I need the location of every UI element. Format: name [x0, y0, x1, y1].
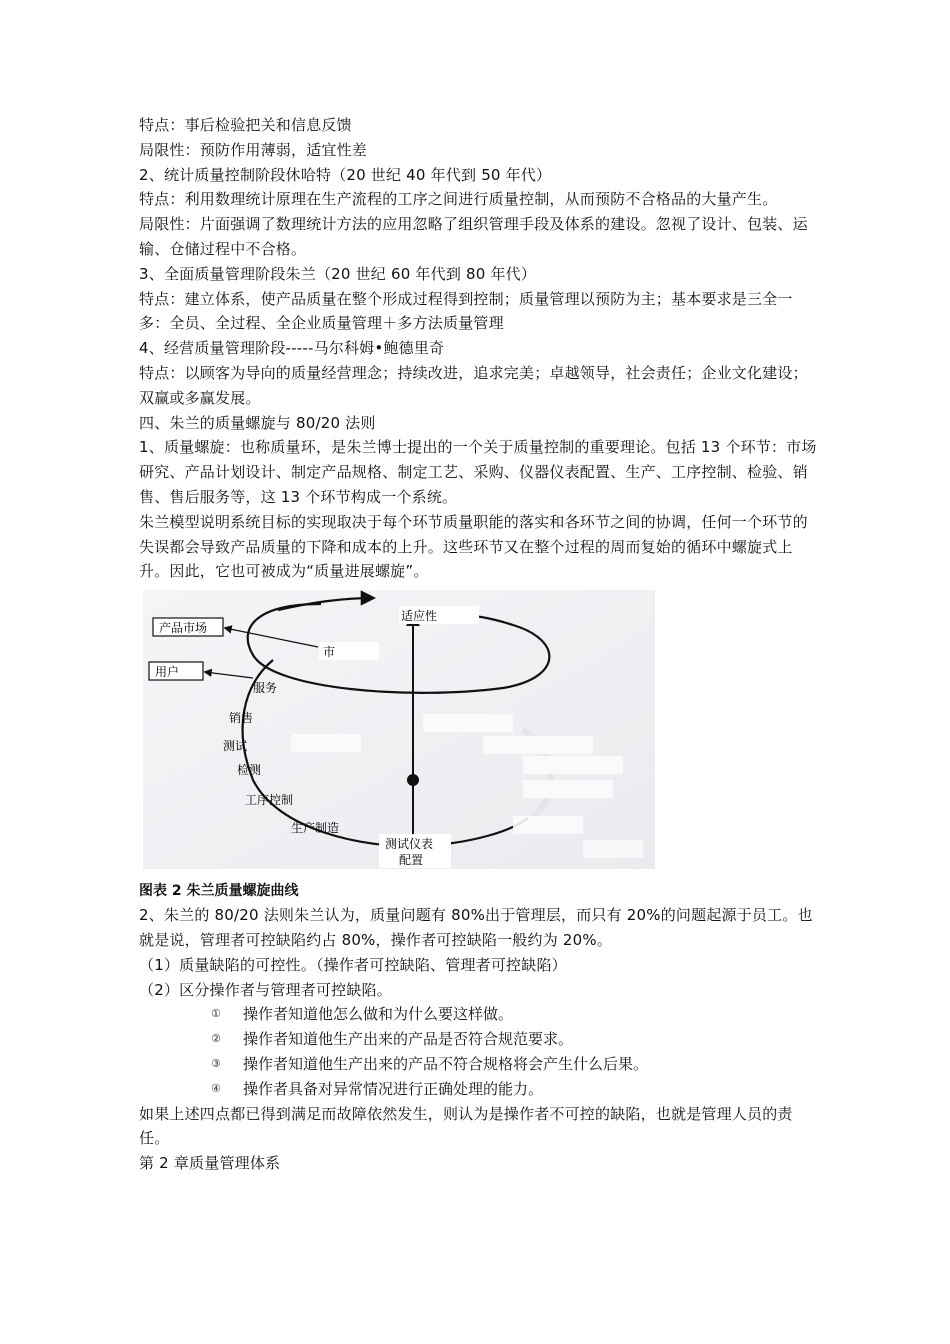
chapter-heading: 第 2 章质量管理体系 [139, 1154, 281, 1173]
list-item-text: 操作者知道他生产出来的产品不符合规格将会产生什么后果。 [243, 1054, 649, 1073]
list-marker: ④ [211, 1081, 221, 1095]
market-label: 市 [323, 645, 336, 660]
axis-dot [407, 774, 419, 786]
numbered-list [139, 1002, 819, 1101]
quality-spiral-diagram [143, 590, 655, 869]
paragraph: 1、质量螺旋：也称质量环，是朱兰博士提出的一个关于质量控制的重要理论。包括 13 个环节：市场研究、产品计划设计、制定产品规格、制定工艺、采购、仪器仪表配置、生产、工序控制、检验、销售、售后服务等，这 13 个环节构成一个系统。 [139, 438, 817, 506]
blurred-label [291, 734, 361, 752]
blurred-label [483, 736, 593, 754]
paragraph: 朱兰模型说明系统目标的实现取决于每个环节质量职能的落实和各环节之间的协调，任何一个环节的失误都会导致产品质量的下降和成本的上升。这些环节又在整个过程的周而复始的循环中螺旋式上升。因此，它也可被成为“质量进展螺旋”。 [139, 512, 808, 581]
section-heading: 四、朱兰的质量螺旋与 80/20 法则 [139, 413, 376, 432]
paragraph: 局限性：片面强调了数理统计方法的应用忽略了组织管理手段及体系的建设。忽视了设计、包装、运输、仓储过程中不合格。 [139, 215, 808, 258]
paragraph: 特点：以顾客为导向的质量经营理念；持续改进，追求完美；卓越领导，社会责任；企业文化建设；双赢或多赢发展。 [139, 363, 808, 407]
inspection-label: 检测 [237, 763, 262, 778]
section-heading: 4、经营质量管理阶段-----马尔科姆•鲍德里奇 [139, 339, 445, 358]
blurred-label [523, 780, 613, 798]
quality-spiral-figure [143, 590, 655, 869]
paragraph: （1）质量缺陷的可控性。（操作者可控缺陷、管理者可控缺陷） [139, 955, 567, 974]
list-item [139, 1002, 819, 1027]
process-control-label: 工序控制 [245, 793, 294, 808]
list-item-text: 操作者知道他怎么做和为什么要这样做。 [243, 1005, 514, 1024]
section-heading: 3、全面质量管理阶段朱兰（20 世纪 60 年代到 80 年代） [139, 264, 537, 283]
list-item [139, 1077, 819, 1102]
list-item [139, 1052, 819, 1077]
sales-label: 销售 [229, 711, 254, 726]
blurred-label [583, 840, 643, 858]
paragraph: （2）区分操作者与管理者可控缺陷。 [139, 980, 392, 999]
list-marker: ② [211, 1032, 221, 1046]
blurred-label [513, 816, 583, 834]
list-marker: ① [211, 1007, 221, 1021]
paragraph: 特点：建立体系，使产品质量在整个形成过程得到控制；质量管理以预防为主；基本要求是三全一多：全员、全过程、全企业质量管理＋多方法质量管理 [139, 289, 793, 333]
adaptability-label: 适应性 [401, 609, 438, 624]
test-label: 测试 [223, 739, 248, 754]
paragraph: 特点：事后检验把关和信息反馈 [139, 116, 352, 134]
paragraph: 局限性：预防作用薄弱，适宜性差 [139, 140, 368, 159]
paragraph: 特点：利用数理统计原理在生产流程的工序之间进行质量控制，从而预防不合格品的大量产生。 [139, 190, 778, 209]
production-label: 生产制造 [291, 821, 340, 836]
list-item-text: 操作者具备对异常情况进行正确处理的能力。 [243, 1079, 544, 1098]
section-heading: 2、统计质量控制阶段休哈特（20 世纪 40 年代到 50 年代） [139, 165, 552, 184]
list-item-text: 操作者知道他生产出来的产品是否符合规范要求。 [243, 1030, 574, 1049]
list-item [139, 1027, 819, 1052]
instrument-label-line1: 测试仪表 [385, 837, 434, 852]
blurred-label [423, 714, 513, 732]
service-label: 服务 [253, 681, 278, 696]
figure-caption: 图表 2 朱兰质量螺旋曲线 [139, 883, 299, 900]
list-marker: ③ [211, 1056, 221, 1070]
instrument-label-line2: 配置 [399, 853, 424, 868]
paragraph: 如果上述四点都已得到满足而故障依然发生，则认为是操作者不可控的缺陷，也就是管理人员的责任。 [139, 1104, 793, 1148]
document-body [139, 113, 819, 1176]
paragraph: 2、朱兰的 80/20 法则朱兰认为，质量问题有 80%出于管理层，而只有 20%的问题起源于员工。也就是说，管理者可控缺陷约占 80%，操作者可控缺陷一般约为 20%。 [139, 906, 813, 949]
user-label: 用户 [155, 665, 180, 680]
product-market-label: 产品市场 [159, 621, 208, 636]
blurred-label [523, 756, 623, 774]
